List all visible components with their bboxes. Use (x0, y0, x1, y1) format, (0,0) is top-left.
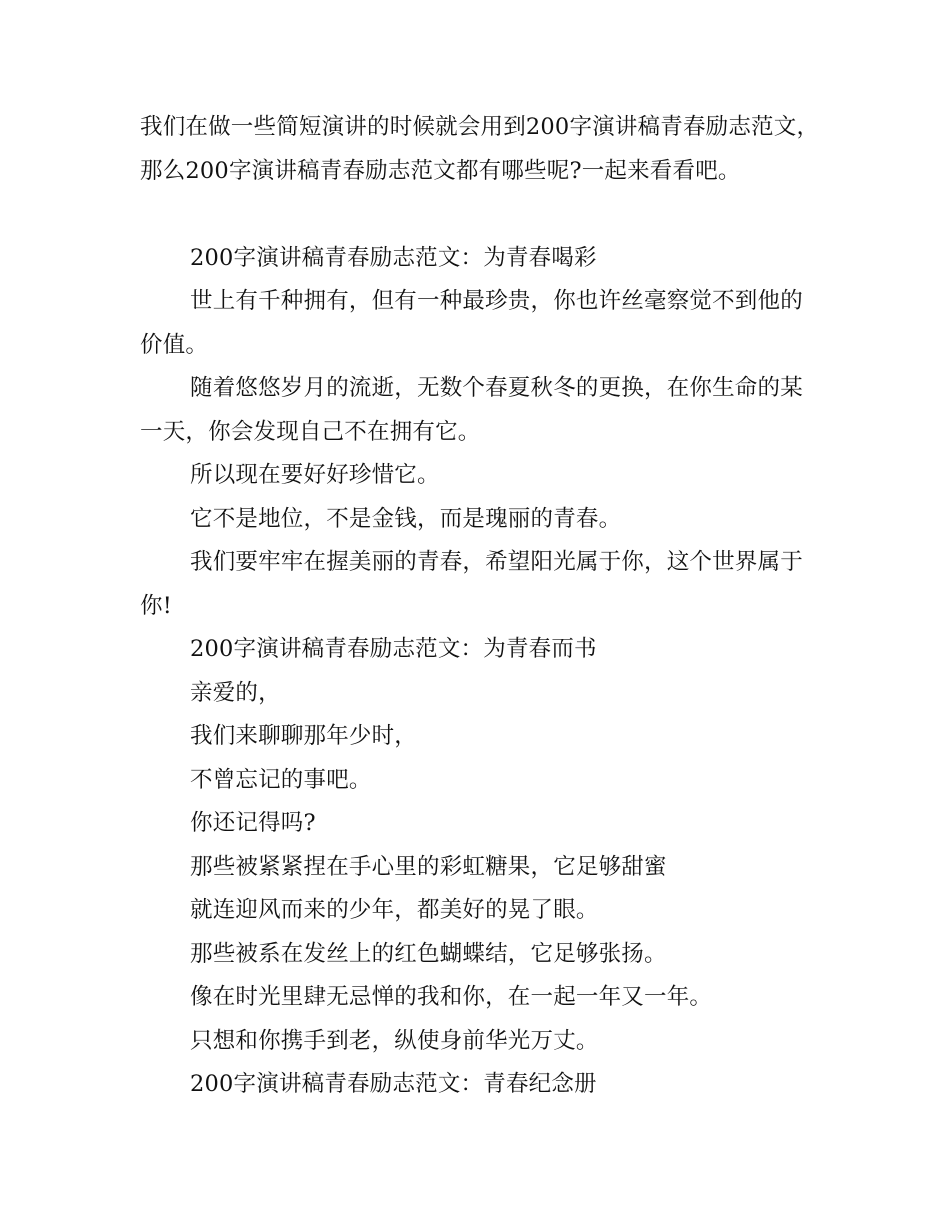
section-heading-3: 200字演讲稿青春励志范文：青春纪念册 (190, 1071, 597, 1097)
paragraph: 我们来聊聊那年少时， (190, 723, 418, 749)
document-body (140, 106, 820, 1107)
paragraph: 那些被系在发丝上的红色蝴蝶结，它足够张扬。 (190, 940, 667, 967)
paragraph: 你还记得吗? (190, 810, 316, 836)
paragraph: 世上有千种拥有，但有一种最珍贵，你也许丝毫察觉不到他的价值。 (140, 288, 803, 358)
paragraph: 不曾忘记的事吧。 (190, 766, 372, 793)
section-heading-2: 200字演讲稿青春励志范文：为青春而书 (190, 636, 597, 662)
paragraph: 我们要牢牢在握美丽的青春，希望阳光属于你，这个世界属于你! (140, 549, 803, 619)
section-heading-1: 200字演讲稿青春励志范文：为青春喝彩 (190, 244, 597, 271)
paragraph: 它不是地位，不是金钱，而是瑰丽的青春。 (190, 505, 622, 532)
paragraph: 所以现在要好好珍惜它。 (190, 462, 440, 488)
paragraph: 亲爱的， (190, 679, 281, 706)
paragraph: 只想和你携手到老，纵使身前华光万丈。 (190, 1027, 599, 1054)
paragraph: 随着悠悠岁月的流逝，无数个春夏秋冬的更换，在你生命的某一天，你会发现自己不在拥有它。 (140, 375, 803, 445)
paragraph: 像在时光里肆无忌惮的我和你，在一起一年又一年。 (190, 984, 713, 1010)
paragraph: 就连迎风而来的少年，都美好的晃了眼。 (190, 897, 599, 923)
intro-paragraph: 我们在做一些简短演讲的时候就会用到200字演讲稿青春励志范文，那么200字演讲稿青春励志范文都有哪些呢?一起来看看吧。 (140, 114, 820, 184)
paragraph: 那些被紧紧捏在手心里的彩虹糖果，它足够甜蜜 (190, 853, 667, 880)
